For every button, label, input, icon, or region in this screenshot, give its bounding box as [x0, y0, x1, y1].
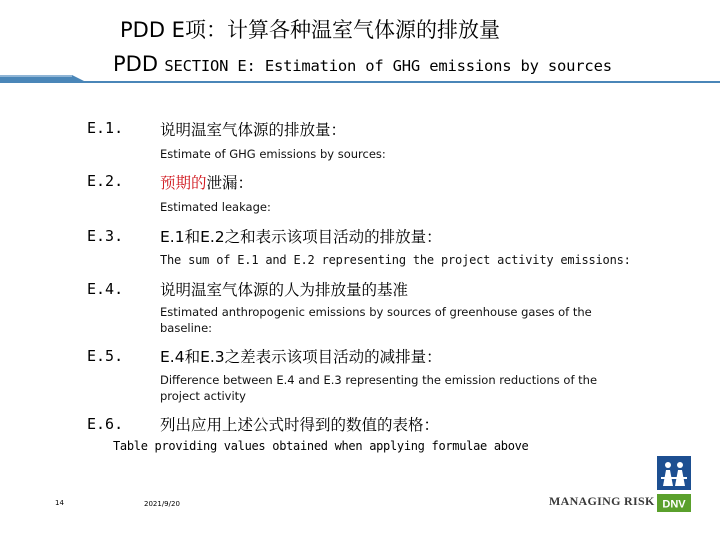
- item-title-cn: E.1和E.2之和表示该项目活动的排放量：: [160, 228, 442, 246]
- item-title-cn: 说明温室气体源的人为排放量的基准: [160, 281, 409, 299]
- dnv-logo: [657, 456, 691, 516]
- footer-date: 2021/9/20: [144, 500, 180, 508]
- title-en-rest: SECTION E: Estimation of GHG emissions by sources: [164, 57, 612, 75]
- item-title-cn: [160, 171, 253, 193]
- item-number: E.3.: [87, 227, 124, 245]
- dnv-logo-text: DNV: [662, 498, 686, 511]
- page-title-en: [113, 52, 612, 76]
- page-number: 14: [55, 499, 64, 507]
- item-title-cn-highlight: 预期的: [160, 174, 207, 192]
- item-number: E.6.: [87, 415, 124, 433]
- item-title-en: Estimated anthropogenic emissions by sources of greenhouse gases of the baseline:: [160, 305, 592, 335]
- page-title-cn: PDD E项：计算各种温室气体源的排放量: [120, 18, 500, 42]
- item-title-cn: 说明温室气体源的排放量：: [160, 121, 347, 139]
- item-number: E.4.: [87, 280, 124, 298]
- item-title-cn-rest: 泄漏：: [206, 174, 254, 192]
- item-number: E.2.: [87, 172, 124, 190]
- title-en-prefix: PDD: [113, 52, 159, 76]
- item-title-cn: E.4和E.3之差表示该项目活动的减排量：: [160, 348, 442, 366]
- item-number: E.5.: [87, 347, 124, 365]
- item-number: E.1.: [87, 119, 124, 137]
- item-title-en: Difference between E.4 and E.3 representing the emission reductions of the project activity: [160, 373, 598, 403]
- item-title-en: Estimated leakage:: [160, 200, 271, 214]
- item-title-en: Estimate of GHG emissions by sources:: [160, 147, 386, 161]
- header-rule: [0, 75, 720, 91]
- item-title-cn: 列出应用上述公式时得到的数值的表格：: [160, 416, 440, 434]
- item-title-en: The sum of E.1 and E.2 representing the project activity emissions:: [160, 253, 631, 267]
- item-title-en: Table providing values obtained when applying formulae above: [113, 439, 529, 453]
- managing-risk-tagline: MANAGING RISK: [549, 494, 655, 508]
